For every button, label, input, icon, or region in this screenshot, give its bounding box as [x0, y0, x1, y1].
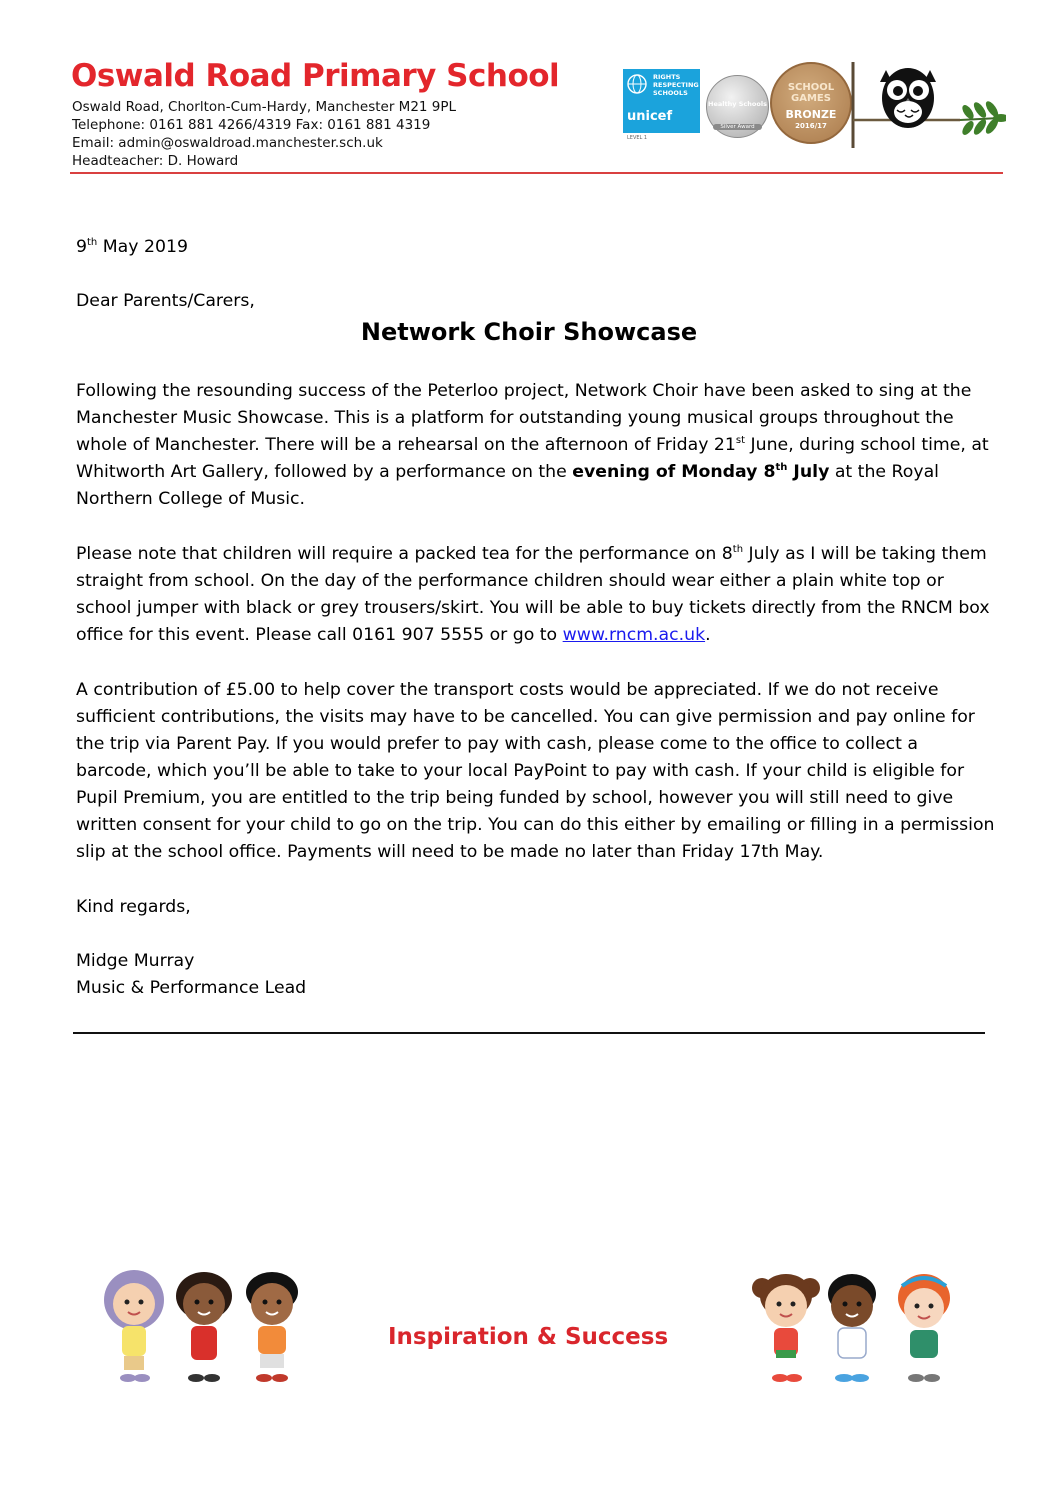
p2-sup-a: th [732, 544, 744, 556]
school-telephone: Telephone: 0161 881 4266/4319 Fax: 0161 881 4319 [72, 117, 431, 133]
p2-text-c: . [705, 625, 711, 645]
p1-text-b: June, during school time, at Whitworth Art Gallery, followed by a performance on the [76, 435, 989, 482]
rncm-website-link[interactable]: www.rncm.ac.uk [562, 625, 706, 645]
header-divider [70, 172, 1003, 174]
p1-text-c: at the Royal Northern College of Music. [76, 462, 939, 509]
p2-text-a: Please note that children will require a packed tea for the performance on 8 [76, 544, 733, 564]
healthy-schools-label: Healthy Schools [708, 100, 767, 108]
healthy-schools-silver-badge [706, 75, 769, 138]
unicef-label: unicef [627, 109, 673, 124]
owl-on-branch-icon [850, 60, 1006, 152]
rights-line-1: RIGHTS [653, 73, 681, 81]
p2-text-b: July as I will be taking them straight from school. On the day of the performance children should wear either a plain white top or school jumper with black or grey trousers/skirt. You will be able to buy tickets directly from the RNCM box office for this event. Please call 0161 907 5555 or go to [76, 544, 990, 645]
salutation: Dear Parents/Carers, [76, 291, 255, 311]
signer-name: Midge Murray [76, 951, 195, 971]
paragraph-1 [76, 378, 996, 513]
p1-bold-date [572, 462, 829, 482]
bronze-label: BRONZE [785, 108, 837, 121]
letter-title: Network Choir Showcase [360, 318, 698, 346]
date-suffix: th [87, 237, 98, 249]
p1-bold-end: July [787, 462, 830, 482]
children-left-illustration [96, 1266, 312, 1386]
games-line-1: SCHOOL [787, 82, 835, 93]
signer-role: Music & Performance Lead [76, 978, 307, 998]
school-headteacher: Headteacher: D. Howard [72, 153, 239, 169]
footer-divider [73, 1032, 985, 1034]
school-motto: Inspiration & Success [388, 1324, 669, 1350]
rights-line-2: RESPECTING [653, 81, 699, 89]
paragraph-3: A contribution of £5.00 to help cover the transport costs would be appreciated. If we do not receive sufficient contributions, the visits may have to be cancelled. You can give permission and pay online for the trip via Parent Pay. If you would prefer to pay with cash, please come to the office to collect a barcode, which you’ll be able to take to your local PayPoint to pay with cash. If your child is eligible for Pupil Premium, you are entitled to the trip being funded by school, however you will still need to give written consent for your child to go on the trip. You can do this either by emailing or filling in a permission slip at the school office. Payments will need to be made no later than Friday 17th May. [76, 680, 995, 862]
school-email: Email: admin@oswaldroad.manchester.sch.uk [72, 135, 383, 151]
silver-award-label: Silver Award [713, 124, 762, 130]
date-day: 9 [76, 237, 87, 257]
paragraph-2 [76, 541, 996, 649]
date-rest: May 2019 [97, 237, 188, 257]
p1-bold-text: evening of Monday 8 [572, 462, 776, 482]
rights-line-3: SCHOOLS [653, 89, 688, 97]
games-year-label: 2016/17 [795, 122, 827, 130]
school-games-bronze-badge [770, 62, 852, 144]
p1-sup-a: st [735, 435, 746, 447]
games-line-2: GAMES [791, 93, 831, 104]
p1-text-a: Following the resounding success of the Peterloo project, Network Choir have been asked to sing at the Manchester Music Showcase. This is a platform for outstanding young musical groups throughout the whole of Manchester. There will be a rehearsal on the afternoon of Friday 21 [76, 381, 972, 455]
school-name: Oswald Road Primary School [71, 58, 560, 94]
p1-bold-sup: th [775, 462, 788, 474]
school-address: Oswald Road, Chorlton-Cum-Hardy, Manchester M21 9PL [72, 99, 457, 115]
rights-respecting-unicef-logo [623, 69, 700, 133]
children-right-illustration [748, 1266, 964, 1386]
globe-icon [626, 73, 648, 95]
level-label: LEVEL 1 [627, 135, 648, 141]
closing: Kind regards, [76, 897, 191, 917]
letter-date [76, 234, 996, 261]
